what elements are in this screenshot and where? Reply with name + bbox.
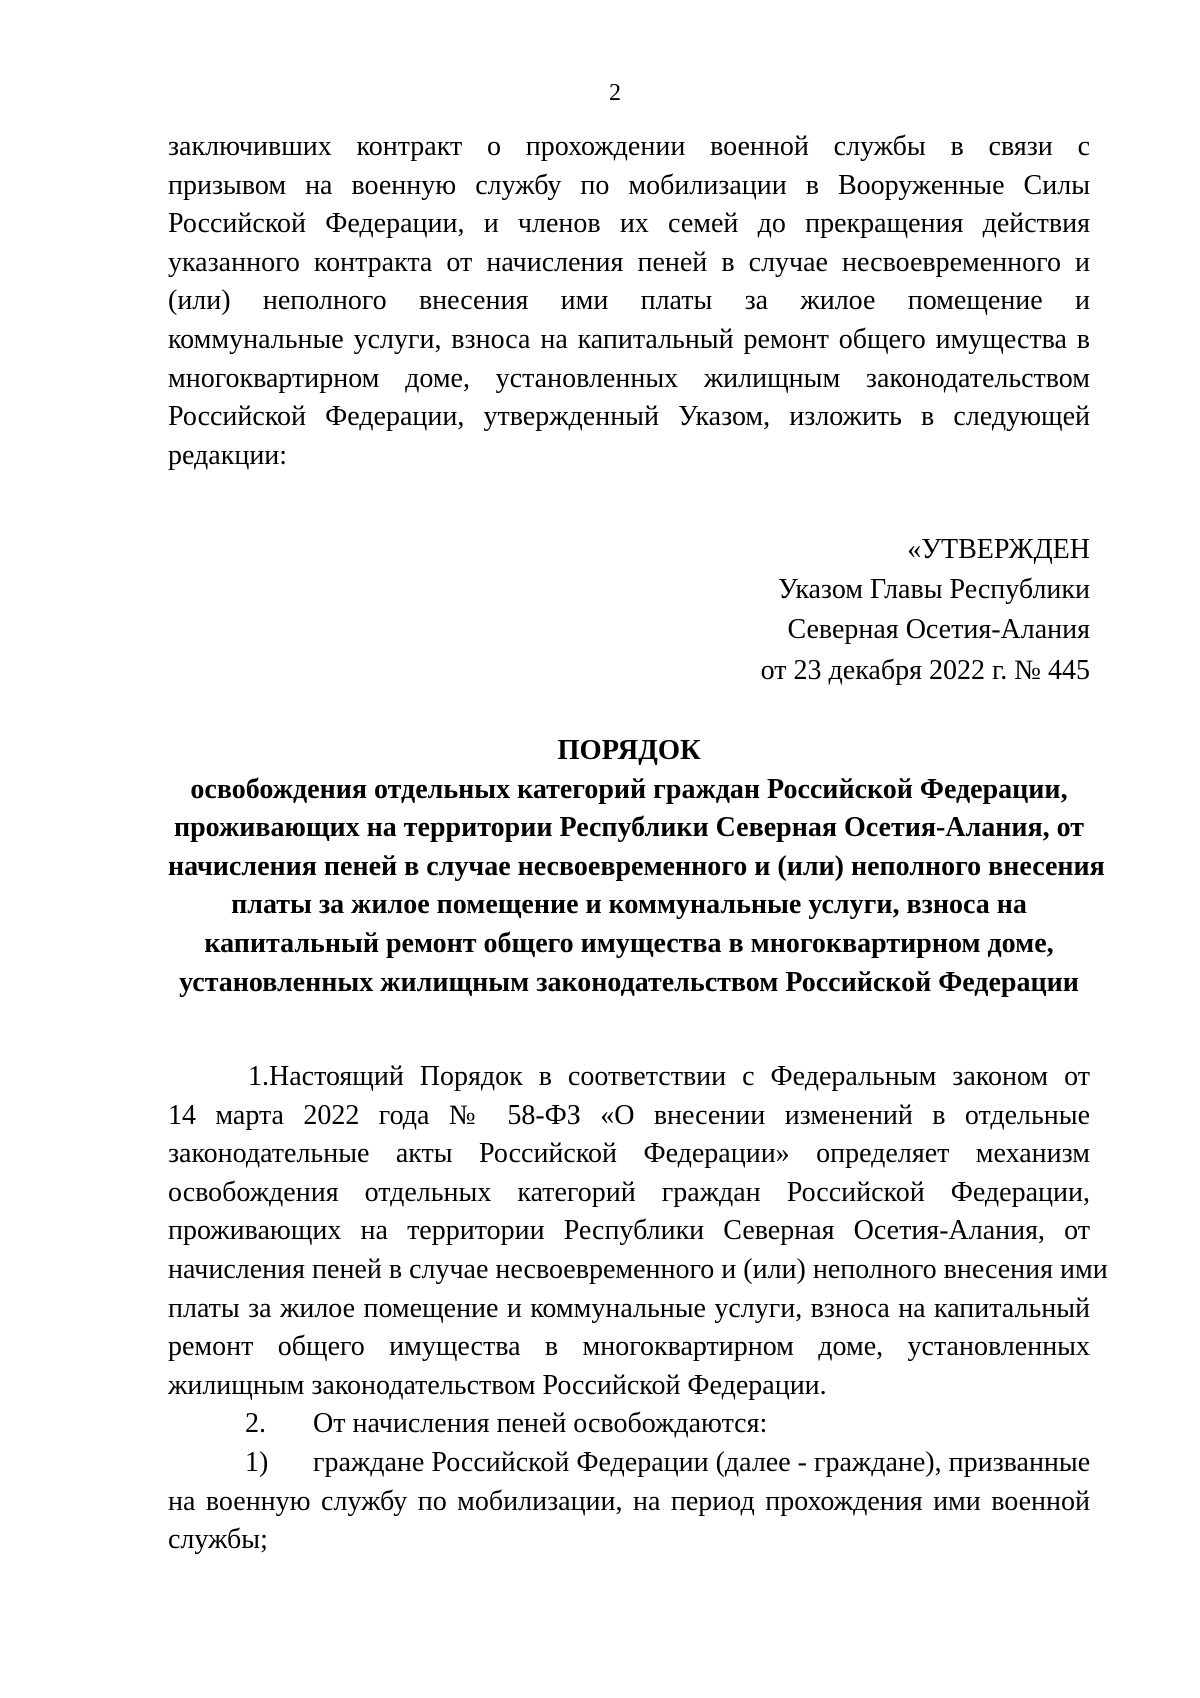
intro-paragraph [168, 128, 1090, 475]
text-line: призывом на военную службу по мобилизации в Вооруженные Силы [168, 169, 1090, 201]
text-line: (или) неполного внесения ими платы за жилое помещение и [168, 285, 1090, 317]
text-line: платы за жилое помещение и коммунальные услуги, взноса на капитальный [168, 1292, 1090, 1324]
item-text: От начисления пеней освобождаются: [313, 1408, 768, 1440]
title-line: начисления пеней в случае несвоевременного и (или) неполного внесения [168, 850, 1105, 882]
item-number: 2. [245, 1408, 266, 1440]
text-line: многоквартирном доме, установленных жилищным законодательством [168, 362, 1090, 394]
text-line: коммунальные услуги, взноса на капитальный ремонт общего имущества в [168, 323, 1090, 355]
title-line: проживающих на территории Республики Северная Осетия-Алания, от [173, 812, 1085, 844]
title-heading: ПОРЯДОК [557, 735, 701, 766]
item-number: 1) [245, 1446, 269, 1478]
text-line: заключивших контракт о прохождении военной службы в связи с [168, 131, 1090, 162]
paragraph-1 [168, 1058, 1108, 1560]
approval-line: Северная Осетия-Алания [787, 614, 1090, 646]
text-line: Российской Федерации, и членов их семей до прекращения действия [168, 208, 1090, 240]
document-title [168, 732, 1105, 1002]
text-line: 14 марта 2022 года № 58-ФЗ «О внесении изменений в отдельные [168, 1099, 1090, 1131]
item-text: граждане Российской Федерации (далее - граждане), призванные [313, 1446, 1091, 1478]
text-line: Российской Федерации, утвержденный Указом, изложить в следующей [168, 401, 1090, 433]
title-line: платы за жилое помещение и коммунальные услуги, взноса на [231, 889, 1027, 921]
approval-line: «УТВЕРЖДЕН [907, 534, 1090, 565]
text-line: освобождения отдельных категорий граждан Российской Федерации, [168, 1176, 1090, 1208]
text-line: проживающих на территории Республики Северная Осетия-Алания, от [168, 1215, 1090, 1247]
title-line: капитальный ремонт общего имущества в многоквартирном доме, [204, 927, 1054, 959]
text-line: на военную службу по мобилизации, на период прохождения ими военной [168, 1485, 1090, 1517]
approval-line: от 23 декабря 2022 г. № 445 [760, 654, 1090, 686]
paragraph-2 [168, 1405, 1090, 1444]
text-line: 1.Настоящий Порядок в соответствии с Федеральным законом от [248, 1061, 1090, 1092]
text-line: редакции: [168, 439, 288, 471]
text-line: начисления пеней в случае несвоевременного и (или) неполного внесения ими [168, 1253, 1108, 1285]
text-line: жилищным законодательством Российской Федерации. [168, 1369, 827, 1401]
text-line: службы; [168, 1524, 268, 1556]
approval-block [761, 530, 1090, 691]
text-line: законодательные акты Российской Федерации» определяет механизм [168, 1138, 1090, 1170]
text-line: указанного контракта от начисления пеней в случае несвоевременного и [168, 246, 1090, 278]
approval-line: Указом Главы Республики [777, 574, 1090, 606]
title-line: освобождения отдельных категорий граждан Российской Федерации, [190, 773, 1068, 805]
title-line: установленных жилищным законодательством Российской Федерации [179, 966, 1079, 998]
text-line: ремонт общего имущества в многоквартирном доме, установленных [168, 1331, 1090, 1363]
item-1 [168, 1444, 1090, 1483]
page-number: 2 [609, 80, 621, 106]
